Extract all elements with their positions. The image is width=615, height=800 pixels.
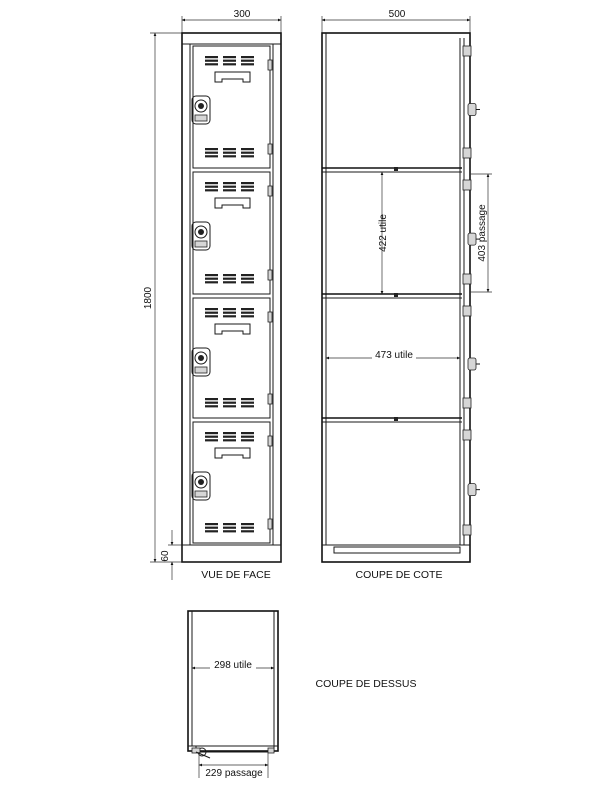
vent-slot — [241, 398, 254, 400]
vent-slot — [241, 405, 254, 407]
vent-slot — [241, 312, 254, 314]
inner-height-dim: 422 utile — [378, 214, 389, 252]
hinge — [463, 46, 471, 56]
vent-slot — [223, 312, 236, 314]
vent-slot — [223, 308, 236, 310]
vent-slot — [205, 189, 218, 191]
hinge — [463, 180, 471, 190]
vent-slot — [205, 278, 218, 280]
side-section — [322, 9, 492, 562]
hinge — [268, 519, 272, 529]
side-section-caption: COUPE DE COTE — [355, 569, 443, 581]
vent-slot — [223, 439, 236, 441]
top-passage-width-dim: 229 passage — [205, 768, 263, 779]
hinge — [268, 312, 272, 322]
hinge — [463, 148, 471, 158]
vent-slot — [241, 182, 254, 184]
vent-slot — [205, 152, 218, 154]
vent-slot — [241, 152, 254, 154]
inner-depth-dim: 473 utile — [375, 350, 413, 361]
lock-knob — [468, 484, 476, 496]
side-door — [463, 430, 480, 535]
vent-slot — [223, 274, 236, 276]
label-holder — [215, 324, 250, 334]
front-base-dim: 60 — [160, 550, 171, 562]
vent-slot — [241, 530, 254, 532]
hinge — [268, 270, 272, 280]
vent-slot — [223, 56, 236, 58]
vent-slot — [241, 274, 254, 276]
label-holder — [215, 198, 250, 208]
vent-slot — [223, 182, 236, 184]
vent-slot — [205, 182, 218, 184]
label-holder — [215, 72, 250, 82]
vent-slot — [223, 148, 236, 150]
hinge — [463, 430, 471, 440]
passage-height-dim: 403 passage — [477, 204, 488, 262]
vent-slot — [241, 63, 254, 65]
top-inner-width-dim: 298 utile — [214, 660, 252, 671]
vent-slot — [241, 436, 254, 438]
vent-slot — [223, 186, 236, 188]
vent-slot — [223, 63, 236, 65]
top-outline — [188, 611, 278, 751]
front-view-caption: VUE DE FACE — [201, 569, 271, 581]
vent-slot — [223, 523, 236, 525]
vent-slot — [205, 436, 218, 438]
side-door — [463, 46, 480, 158]
vent-slot — [223, 530, 236, 532]
hinge — [268, 186, 272, 196]
vent-slot — [223, 527, 236, 529]
hinge — [463, 525, 471, 535]
vent-slot — [241, 439, 254, 441]
lock-knob — [468, 233, 476, 245]
vent-slot — [205, 530, 218, 532]
hinge — [268, 60, 272, 70]
top-door-hinge — [192, 746, 274, 758]
vent-slot — [223, 398, 236, 400]
vent-slot — [241, 155, 254, 157]
hinge — [463, 398, 471, 408]
front-door — [192, 46, 272, 168]
side-door — [463, 306, 480, 408]
front-door — [192, 422, 272, 543]
front-doors — [192, 46, 272, 543]
front-door — [192, 298, 272, 418]
front-door — [192, 172, 272, 294]
vent-slot — [205, 402, 218, 404]
hinge — [268, 394, 272, 404]
vent-slot — [205, 398, 218, 400]
vent-slot — [205, 274, 218, 276]
vent-slot — [205, 63, 218, 65]
hinge — [463, 306, 471, 316]
vent-slot — [205, 281, 218, 283]
top-section-caption: COUPE DE DESSUS — [315, 678, 417, 690]
vent-slot — [205, 308, 218, 310]
vent-slot — [223, 60, 236, 62]
vent-slot — [223, 281, 236, 283]
lock-knob — [468, 358, 476, 370]
vent-slot — [223, 189, 236, 191]
front-height-dim: 1800 — [143, 286, 154, 310]
vent-slot — [223, 278, 236, 280]
vent-slot — [205, 148, 218, 150]
vent-slot — [205, 523, 218, 525]
vent-slot — [241, 60, 254, 62]
vent-slot — [205, 432, 218, 434]
vent-slot — [223, 155, 236, 157]
vent-slot — [223, 402, 236, 404]
vent-slot — [241, 278, 254, 280]
vent-slot — [205, 439, 218, 441]
top-section — [188, 611, 278, 779]
hinge — [463, 274, 471, 284]
vent-slot — [205, 527, 218, 529]
vent-slot — [241, 281, 254, 283]
vent-slot — [241, 148, 254, 150]
vent-slot — [223, 436, 236, 438]
front-plinth — [182, 545, 281, 562]
vent-slot — [223, 432, 236, 434]
vent-slot — [223, 315, 236, 317]
hinge — [268, 436, 272, 446]
vent-slot — [205, 405, 218, 407]
vent-slot — [241, 186, 254, 188]
vent-slot — [241, 432, 254, 434]
side-shelves — [322, 167, 462, 422]
lock-knob — [468, 104, 476, 116]
vent-slot — [205, 155, 218, 157]
vent-slot — [241, 527, 254, 529]
label-holder — [215, 448, 250, 458]
vent-slot — [205, 186, 218, 188]
vent-slot — [223, 405, 236, 407]
vent-slot — [241, 308, 254, 310]
vent-slot — [241, 523, 254, 525]
vent-slot — [241, 315, 254, 317]
vent-slot — [205, 312, 218, 314]
hinge — [268, 144, 272, 154]
vent-slot — [205, 315, 218, 317]
vent-slot — [241, 56, 254, 58]
vent-slot — [205, 60, 218, 62]
front-width-dim: 300 — [233, 9, 251, 20]
side-door-hardware — [463, 46, 480, 535]
vent-slot — [241, 189, 254, 191]
vent-slot — [205, 56, 218, 58]
front-view — [143, 9, 281, 580]
vent-slot — [223, 152, 236, 154]
vent-slot — [241, 402, 254, 404]
side-width-dim: 500 — [388, 9, 406, 20]
